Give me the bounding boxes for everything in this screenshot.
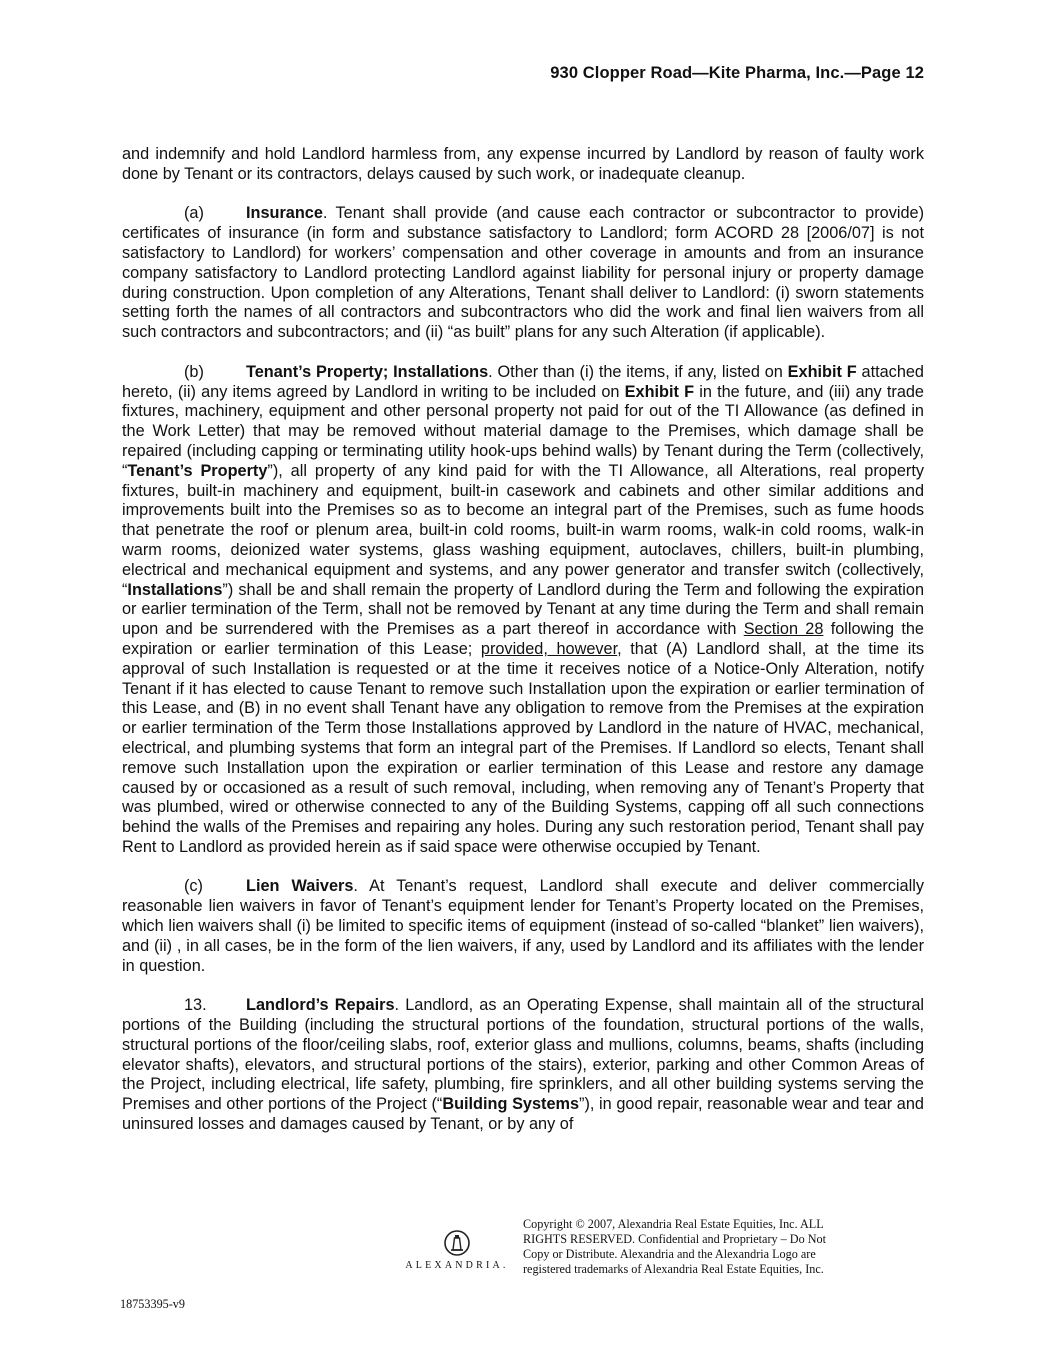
paragraph-text: . At Tenant’s request, Landlord shall execute and deliver commercially reasonable lien waivers in favor of Tenant’s equipment lender for Tenant’s Property located on the Premises, which lien waivers shall (i) be limited to specific items of equipment (instead of so-called “blanket” lien waivers), and (ii) , in all cases, be in the form of the lien waivers, if any, used by Landlord and its affiliates with the lender in question. (122, 877, 924, 975)
paragraph-number: (c) (184, 877, 203, 896)
page-header: 930 Clopper Road—Kite Pharma, Inc.—Page 12 (550, 64, 924, 82)
paragraph-text: ”), in good repair, reasonable wear and tear and uninsured losses and damages caused by Tenant, or by any of (122, 1095, 924, 1134)
alexandria-lighthouse-logo-icon (442, 1228, 472, 1258)
copyright-notice (523, 1217, 873, 1277)
document-body (122, 145, 924, 1155)
paragraph-text: ”), all property of any kind paid for with the TI Allowance, all Alterations, real property fixtures, built-in machinery and equipment, built-in casework and cabinets and other similar additions and improvements built into the Premises so as to become an integral part of the Premises, such as fume hoods that penetrate the roof or plenum area, built-in cold rooms, built-in warm rooms, walk-in cold rooms, walk-in warm rooms, deionized water systems, glass washing equipment, autoclaves, chillers, built-in plumbing, electrical and mechanical equipment and systems, and any power generator and transfer switch (collectively, “ (122, 461, 924, 599)
paragraph-text: . Landlord, as an Operating Expense, shall maintain all of the structural portions of the Building (including the structural portions of the foundation, structural portions of the walls, structural portions of the floor/ceiling slabs, roof, exterior glass and mullions, columns, beams, shafts (including elevator shafts), elevators, and structural portions of the stairs), exterior, parking and other Common Areas of the Project, including electrical, life safety, plumbing, fire sprinklers, and all other building systems serving the Premises and other portions of the Project (“ (122, 996, 924, 1114)
section-reference: Section 28 (743, 620, 824, 639)
paragraph-text: ”) shall be and shall remain the property of Landlord during the Term and following the expiration or earlier termination of the Term, shall not be removed by Tenant at any time during the Term and shall remain upon and be surrendered with the Premises as a part thereof in accordance with (122, 580, 924, 639)
logo-wordmark: ALEXANDRIA. (405, 1260, 509, 1271)
paragraph-a-insurance (122, 204, 924, 343)
copyright-line: RIGHTS RESERVED. Confidential and Proprietary – Do Not (523, 1232, 827, 1246)
paragraph-text: attached hereto, (ii) any items agreed by Landlord in writing to be included on (122, 362, 924, 401)
paragraph-heading: Lien Waivers (246, 877, 354, 896)
paragraph-heading: Landlord’s Repairs (246, 996, 395, 1015)
copyright-line: Copyright © 2007, Alexandria Real Estate Equities, Inc. ALL (523, 1217, 824, 1231)
document-id: 18753395-v9 (120, 1297, 185, 1311)
paragraph-c-lien-waivers (122, 877, 924, 976)
paragraph-text: . Tenant shall provide (and cause each contractor or subcontractor to provide) certificates of insurance (in form and substance satisfactory to Landlord; form ACORD 28 [2006/07] is not satisfactory to Landlord) for workers’ compensation and other coverage in amounts and from an insurance company satisfactory to Landlord protecting Landlord against liability for personal injury or property damage during construction. Upon completion of any Alterations, Tenant shall deliver to Landlord: (i) sworn statements setting forth the names of all contractors and subcontractors who did the work and final lien waivers from all such contractors and subcontractors; and (ii) “as built” plans for any such Alteration (if applicable). (122, 204, 924, 342)
paragraph-text: following the expiration or earlier termination of this Lease; (122, 620, 924, 658)
paragraph-b-tenants-property (122, 363, 924, 858)
alexandria-logo (398, 1228, 516, 1271)
paragraph-heading: Tenant’s Property; Installations (246, 362, 489, 381)
paragraph-text: , that (A) Landlord shall, at the time its approval of such Installation is requested or at the time it receives notice of a Notice-Only Alteration, notify Tenant if it has elected to cause Tenant to remove such Installation upon the expiration or earlier termination of this Lease, and (B) in no event shall Tenant have any obligation to remove from the Premises at the expiration or earlier termination of the Term those Installations approved by Landlord in the nature of HVAC, mechanical, electrical, and plumbing systems that form an integral part of the Premises. If Landlord so elects, Tenant shall remove such Installation upon the expiration or earlier termination of this Lease and restore any damage caused by or occasioned as a result of such removal, including, when removing any of Tenant’s Property that was plumbed, wired or otherwise connected to any of the Building Systems, capping off all such connections behind the walls of the Premises and repairing any holes. During any such restoration period, Tenant shall pay Rent to Landlord as provided herein as if said space were otherwise occupied by Tenant. (122, 639, 924, 856)
paragraph-heading: Insurance (246, 204, 323, 223)
copyright-line: Copy or Distribute. Alexandria and the Alexandria Logo are (523, 1247, 816, 1261)
paragraph-text: . Other than (i) the items, if any, listed on (488, 362, 788, 381)
paragraph-continuation: and indemnify and hold Landlord harmless from, any expense incurred by Landlord by reason of faulty work done by Tenant or its contractors, delays caused by such work, or inadequate cleanup. (122, 145, 924, 183)
exhibit-reference: Exhibit F (624, 382, 695, 401)
defined-term: Building Systems (442, 1095, 580, 1114)
paragraph-text: in the future, and (iii) any trade fixtures, machinery, equipment and other personal property not paid for out of the TI Allowance (as defined in the Work Letter) that may be removed without material damage to the Premises, which damage shall be repaired (including capping or terminating utility hook-ups behind walls) by Tenant during the Term (collectively, “ (122, 382, 924, 480)
paragraph-number: (b) (184, 362, 204, 381)
paragraph-number: 13. (184, 996, 207, 1015)
paragraph-number: (a) (184, 204, 204, 223)
paragraph-13-landlords-repairs (122, 996, 924, 1135)
defined-term: Installations (127, 580, 223, 599)
exhibit-reference: Exhibit F (787, 362, 857, 381)
proviso: provided, however (480, 639, 618, 658)
defined-term: Tenant’s Property (127, 461, 268, 480)
copyright-line: registered trademarks of Alexandria Real Estate Equities, Inc. (523, 1262, 824, 1276)
